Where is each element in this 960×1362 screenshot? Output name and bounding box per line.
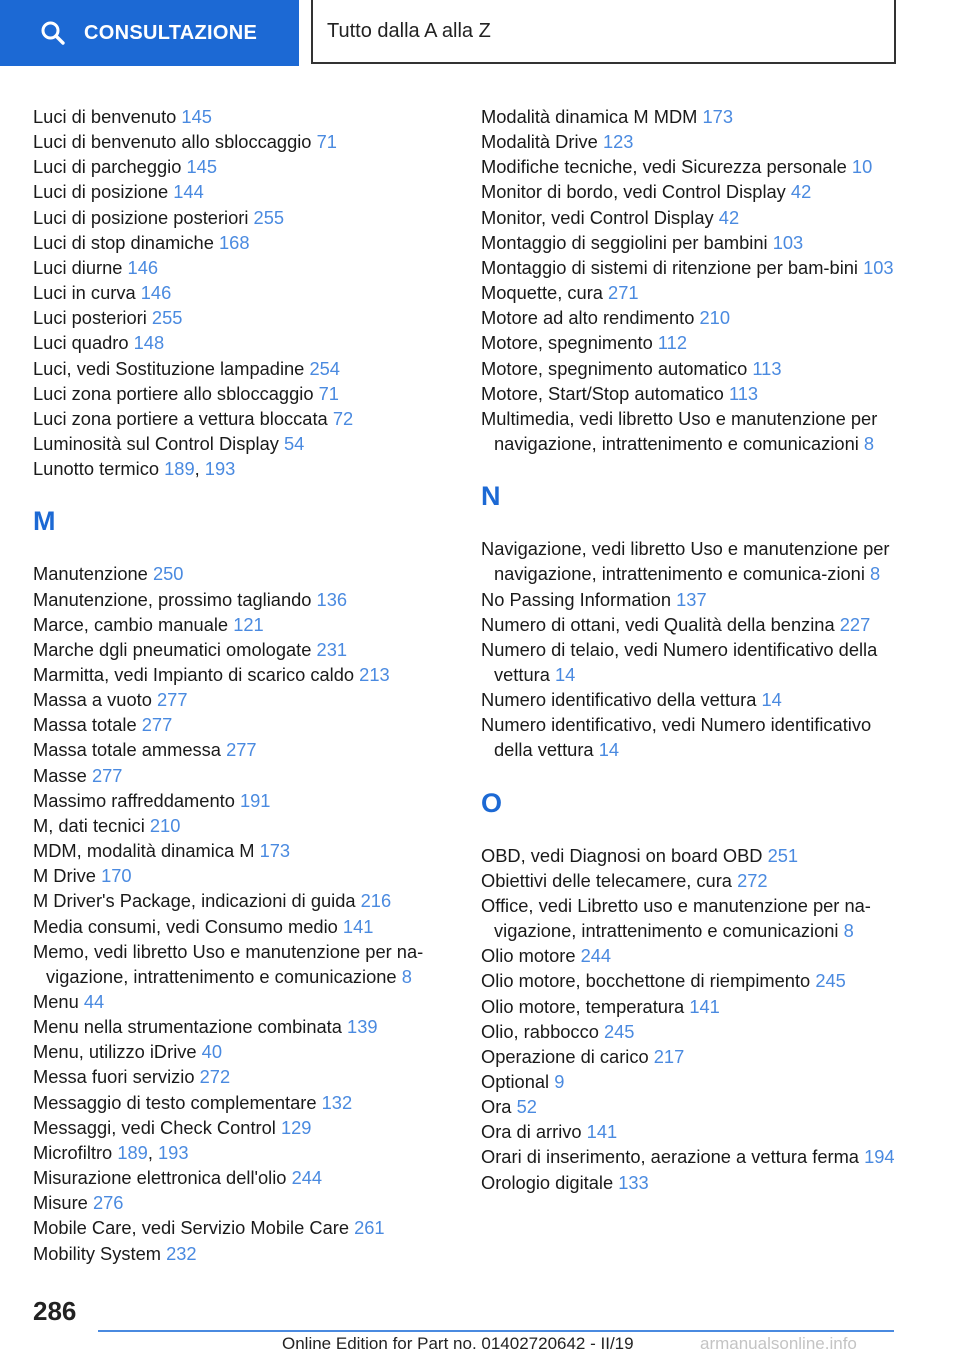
page-link[interactable]: 217 [653,1045,685,1067]
page-link[interactable]: 277 [91,764,123,786]
page-link[interactable]: 136 [316,588,348,610]
index-entry [481,1019,901,1044]
index-entry [481,1044,901,1069]
index-entry-term: Obiettivi delle telecamere, cura [481,869,732,891]
page-link[interactable]: 129 [280,1116,312,1138]
page-link[interactable]: 112 [657,332,687,354]
page-link[interactable]: 71 [316,131,337,153]
index-entry-term: Monitor di bordo, vedi Control Display [481,181,786,203]
index-entry [33,788,453,813]
page-link[interactable]: 42 [718,206,740,228]
page-link[interactable]: 244 [291,1167,323,1189]
index-entry [33,587,453,612]
page-link[interactable]: 227 [839,613,871,635]
index-entry-term: Optional [481,1071,550,1092]
page-link[interactable]: 255 [253,206,285,228]
page-link[interactable]: 123 [602,131,634,153]
index-entry: Lunotto termico 189, 193 [33,458,236,480]
page-link[interactable]: 146 [140,282,172,304]
page-link[interactable]: 9 [554,1071,565,1092]
index-entry-term: Luci, vedi Sostituzione lampadine [33,357,305,379]
page-link[interactable]: 191 [239,789,271,811]
page-link[interactable]: 14 [598,739,620,761]
section-letter: O [481,787,503,818]
search-icon [40,20,66,46]
index-entry-term: Memo, vedi libretto Uso e manutenzione per na‐vigazione, intrattenimento e comunicazione [33,940,424,987]
section-letter: M [33,506,56,537]
index-entry-term: Menu [33,991,79,1012]
index-entry [481,330,901,355]
index-entry-term: Olio motore, temperatura [481,995,685,1017]
index-entry [481,587,901,612]
page-link[interactable]: 72 [332,407,354,429]
page-link[interactable]: 141 [586,1121,618,1143]
index-entry [33,381,453,406]
page-link[interactable]: 210 [149,814,181,836]
index-entry [481,104,901,129]
index-entry-term: Mobility System [33,1242,161,1264]
page-link[interactable]: 272 [199,1066,231,1088]
index-entry [33,255,453,280]
index-entry [33,179,453,204]
index-entry [33,863,453,888]
index-entry [481,843,901,868]
index-entry [33,305,453,330]
index-entry [481,637,901,687]
page-link[interactable]: 103 [863,256,894,278]
index-entry-term: Luci zona portiere allo sbloccaggio [33,382,314,404]
page-number: 286 [33,1296,77,1326]
index-entry-term: Luci di benvenuto [33,106,177,127]
page-link[interactable]: 103 [772,231,804,253]
index-entry [33,1064,453,1089]
page-link[interactable]: 170 [101,865,132,887]
page-link[interactable]: 10 [851,156,873,178]
index-entry [33,888,453,913]
page-link[interactable]: 139 [347,1016,378,1038]
page-link[interactable]: 254 [309,357,340,379]
page-link[interactable]: 40 [201,1041,223,1063]
index-entry [33,431,453,456]
index-entry-term: Ora di arrivo [481,1121,582,1143]
index-entry [33,1165,453,1190]
index-entry-term: Office, vedi Libretto uso e manutenzione per na‐vigazione, intrattenimento e comunicazioni [481,894,871,942]
index-entry-term: Numero identificativo della vettura [481,689,757,711]
index-entry-term: Olio motore, bocchettone di riempimento [481,970,811,992]
section-letter: N [481,481,501,512]
index-entry-term: Massa totale [33,714,137,736]
index-entry [481,179,901,204]
index-entry [481,255,901,280]
index-entry [33,1190,453,1215]
index-entry-term: Massa totale ammessa [33,739,221,761]
consultation-tab[interactable] [0,0,299,66]
page-link[interactable]: 244 [580,945,612,967]
index-entry-term: Multimedia, vedi libretto Uso e manutenzione per navigazione, intrattenimento e comunicazioni [481,407,878,455]
index-entry-term: Moquette, cura [481,282,603,304]
index-entry: Microfiltro 189, 193 [33,1141,189,1163]
page-link[interactable]: 189 [164,458,195,480]
index-entry [481,612,901,637]
index-entry [33,154,453,179]
index-entry-term: Luci di parcheggio [33,156,182,178]
page-link[interactable]: 145 [181,106,212,127]
page-link[interactable]: 8 [843,920,854,942]
index-entry-term: Monitor, vedi Control Display [481,206,714,228]
page-link[interactable]: 145 [186,156,217,178]
index-entry-term: Montaggio di seggiolini per bambini [481,231,768,253]
index-entry-term: Microfiltro [33,1141,113,1163]
index-entry-term: Manutenzione, prossimo tagliando [33,588,312,610]
index-entry-term: Luci di posizione [33,181,169,203]
index-entry [481,305,901,330]
index-entry-term: Masse [33,764,87,786]
index-entry [481,893,901,943]
index-entry-term: Navigazione, vedi libretto Uso e manutenzione per navigazione, intrattenimento e comunica‐zioni [481,538,890,585]
index-entry [33,230,453,255]
page-link[interactable]: 168 [218,231,250,253]
page-link[interactable]: 8 [870,563,881,585]
index-entry-term: Manutenzione [33,563,148,585]
index-entry [481,406,901,456]
index-entry [481,205,901,230]
index-entry-term: Olio, rabbocco [481,1020,599,1042]
page-link[interactable]: 54 [283,433,305,455]
watermark: armanualsonline.info [700,1334,857,1353]
index-entry-term: Luci zona portiere a vettura bloccata [33,407,328,429]
index-entry-term: Luci diurne [33,256,123,278]
page-link[interactable]: 121 [233,613,264,635]
index-entry [481,1094,901,1119]
page-link[interactable]: 173 [259,840,291,862]
index-entry [33,129,453,154]
page-link[interactable]: 193 [204,458,236,480]
index-entry-term: Montaggio di sistemi di ritenzione per bam‐bini [481,256,858,278]
index-entry-term: M Driver's Package, indicazioni di guida [33,890,356,912]
index-entry [33,205,453,230]
index-entry-term: Messaggi, vedi Check Control [33,1116,276,1138]
index-entry [33,712,453,737]
index-entry [33,939,453,989]
page-link[interactable]: 133 [618,1171,649,1193]
page-link[interactable]: 250 [152,563,184,585]
index-entry [33,813,453,838]
index-column-right [481,104,901,1195]
index-entry [33,1215,453,1240]
index-entry-term: MDM, modalità dinamica M [33,840,255,862]
page-link[interactable]: 276 [92,1192,124,1214]
page-link[interactable]: 113 [752,357,782,379]
index-entry [481,968,901,993]
index-entry [481,129,901,154]
index-entry-term: Luci di posizione posteriori [33,206,249,228]
page-link[interactable]: 113 [728,382,759,404]
index-entry-term: Luci di benvenuto allo sbloccaggio [33,131,312,153]
page-link[interactable]: 255 [151,307,183,329]
page-link[interactable]: 245 [603,1020,635,1042]
index-entry [33,989,453,1014]
index-entry-term: Marche dgli pneumatici omologate [33,638,312,660]
index-entry [481,868,901,893]
index-entry [33,687,453,712]
page-link[interactable]: 14 [554,663,576,685]
page-link[interactable]: 245 [815,970,846,992]
index-entry-term: Messaggio di testo complementare [33,1091,317,1113]
index-column-left [33,104,453,1266]
page-link[interactable]: 52 [516,1096,537,1118]
index-entry [33,838,453,863]
page-link[interactable]: 8 [401,965,412,987]
index-entry [481,1144,901,1169]
index-entry-term: Luci posteriori [33,307,147,329]
index-entry [33,1039,453,1064]
index-entry-term: Luminosità sul Control Display [33,433,279,455]
index-entry-term: Marce, cambio manuale [33,613,229,635]
page-link[interactable]: 261 [354,1217,385,1239]
section-title: Tutto dalla A alla Z [311,0,896,64]
index-entry-term: Marmitta, vedi Impianto di scarico caldo [33,663,355,685]
page-link[interactable]: 277 [226,739,257,761]
index-entry-term: Menu nella strumentazione combinata [33,1016,342,1038]
index-entry [33,406,453,431]
page-link[interactable]: 189 [117,1141,148,1163]
page-link[interactable]: 213 [359,663,390,685]
index-entry-term: Motore, spegnimento [481,332,653,354]
page-link[interactable]: 210 [699,307,731,329]
index-entry [481,154,901,179]
index-entry [33,662,453,687]
index-entry [481,356,901,381]
index-entry [33,612,453,637]
header [0,0,960,66]
index-entry-term: Motore, spegnimento automatico [481,357,748,379]
index-entry-term: Modifiche tecniche, vedi Sicurezza personale [481,156,847,178]
page-link[interactable]: 277 [141,714,173,736]
index-entry-term: Orari di inserimento, aerazione a vettura ferma [481,1146,859,1168]
index-entry [33,914,453,939]
index-entry-term: Modalità dinamica M MDM [481,106,698,127]
index-entry [481,994,901,1019]
index-entry-term: Motore, Start/Stop automatico [481,382,724,404]
index-entry [481,1119,901,1144]
page-link[interactable]: 71 [318,382,339,404]
index-entry [33,1241,453,1266]
page-link[interactable]: 173 [702,106,733,127]
index-entry [481,1170,901,1195]
index-entry [481,1069,901,1094]
page-link[interactable]: 271 [608,282,639,304]
index-entry-term: Misure [33,1192,88,1214]
index-entry-term: Operazione di carico [481,1045,649,1067]
index-entry [481,943,901,968]
page-link[interactable]: 193 [158,1141,189,1163]
page-link[interactable]: 194 [864,1146,895,1168]
page-link[interactable]: 146 [127,256,159,278]
index-entry [33,1090,453,1115]
page-link[interactable]: 272 [737,869,768,891]
index-entry-term: Menu, utilizzo iDrive [33,1041,197,1063]
page-link[interactable]: 231 [316,638,348,660]
index-entry [33,280,453,305]
page-link[interactable]: 216 [360,890,392,912]
index-entry [481,381,901,406]
index-entry-term: OBD, vedi Diagnosi on board OBD [481,844,763,866]
index-entry-term: No Passing Information [481,588,672,610]
page-link[interactable]: 42 [790,181,812,203]
index-entry-term: M, dati tecnici [33,814,145,836]
footer-divider [98,1330,894,1332]
index-entry-term: Numero di ottani, vedi Qualità della benzina [481,613,835,635]
index-entry [33,1014,453,1039]
index-entry [481,280,901,305]
index-entry-term: Luci quadro [33,332,129,354]
index-entry-term: M Drive [33,865,96,887]
index-entry-term: Olio motore [481,945,576,967]
consultation-tab-label: CONSULTAZIONE [84,21,258,44]
page-link[interactable]: 232 [166,1242,197,1264]
index-entry-term: Modalità Drive [481,131,598,153]
index-entry-term: Luci di stop dinamiche [33,231,214,253]
index-entry [33,330,453,355]
index-entry [33,763,453,788]
index-entry-term: Numero di telaio, vedi Numero identificativo della vettura [481,638,878,685]
index-entry-term: Massimo raffreddamento [33,789,235,811]
index-entry [481,712,901,762]
page-link[interactable]: 132 [321,1091,353,1113]
page-link[interactable]: 277 [156,689,188,711]
index-entry-term: Orologio digitale [481,1171,614,1193]
index-entry [33,561,453,586]
index-entry-term: Massa a vuoto [33,689,152,711]
index-entry [481,687,901,712]
index-entry-term: Mobile Care, vedi Servizio Mobile Care [33,1217,349,1239]
index-entry-term: Motore ad alto rendimento [481,307,695,329]
index-entry-term: Misurazione elettronica dell'olio [33,1167,287,1189]
index-entry [33,1115,453,1140]
index-entry [481,230,901,255]
index-entry-term: Luci in curva [33,282,136,304]
index-entry-term: Ora [481,1096,512,1118]
page-link[interactable]: 144 [173,181,204,203]
page-link[interactable]: 8 [863,433,875,455]
index-entry-term: Media consumi, vedi Consumo medio [33,915,338,937]
page-link[interactable]: 14 [761,689,782,711]
page-link[interactable]: 44 [83,991,105,1012]
index-entry-term: Lunotto termico [33,458,160,480]
index-entry [33,104,453,129]
page-link[interactable]: 141 [342,915,374,937]
index-entry-term: Numero identificativo, vedi Numero identificativo della vettura [481,714,872,761]
page-link[interactable]: 141 [689,995,720,1017]
index-entry [481,536,901,586]
edition-info: Online Edition for Part no. 01402720642 - II/19 [282,1334,634,1353]
page-link[interactable]: 148 [133,332,165,354]
index-entry [33,356,453,381]
index-entry [33,737,453,762]
page-link[interactable]: 137 [676,588,707,610]
index-entry [33,637,453,662]
index-entry-term: Messa fuori servizio [33,1066,195,1088]
page-link[interactable]: 251 [767,844,799,866]
